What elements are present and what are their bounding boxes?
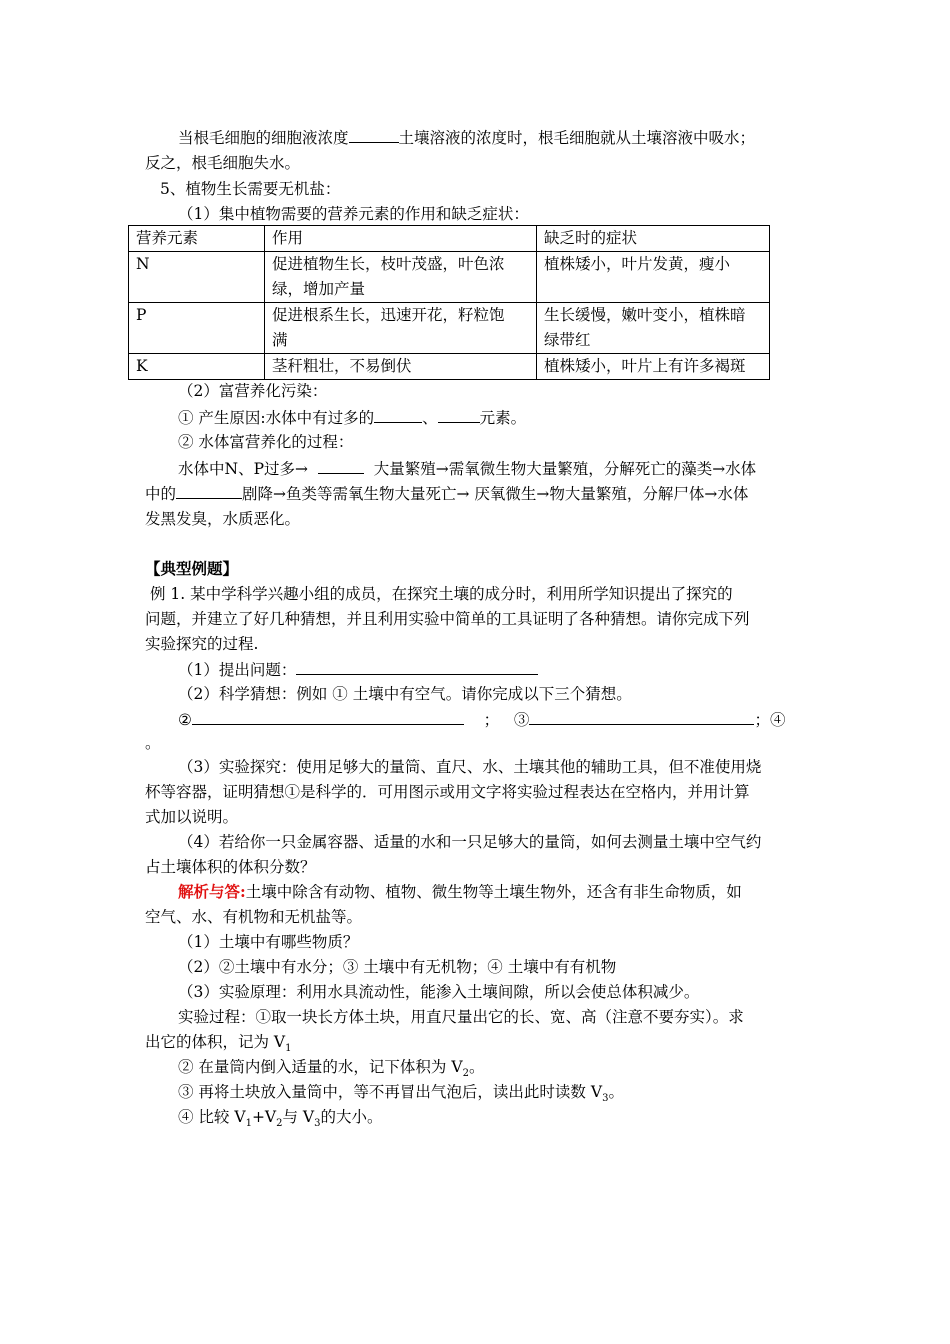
fill-blank	[374, 407, 422, 423]
effect-cell	[265, 303, 537, 354]
section-5-title: 5、植物生长需要无机盐：	[160, 180, 341, 198]
element-cell: N	[129, 252, 265, 303]
text: ③	[513, 711, 530, 729]
procedure-step-3	[178, 1082, 624, 1105]
question-2: （2）科学猜想：例如 ① 土壤中有空气。请你完成以下三个猜想。	[178, 685, 632, 703]
symptom-cell	[537, 252, 770, 303]
process-line-3: 发黑发臭，水质恶化。	[145, 510, 301, 528]
effect-cell	[265, 252, 537, 303]
answer-3: （3）实验原理：利用水具流动性，能渗入土壤间隙，所以会使总体积减少。	[178, 983, 700, 1001]
symptom-line: 绿带红	[544, 331, 591, 349]
question-3-line-1: （3）实验探究：使用足够大的量筒、直尺、水、土壤其他的辅助工具，但不准使用烧	[178, 758, 762, 776]
table-header-row	[129, 226, 770, 252]
symptom-cell	[537, 303, 770, 354]
fill-blank	[296, 659, 538, 675]
header-cell: 缺乏时的症状	[537, 226, 770, 252]
section-5-sub2: （2）富营养化污染：	[178, 382, 328, 400]
text: 水体中N、P过多→	[178, 460, 308, 478]
example-1-line-1: 例 1. 某中学科学兴趣小组的成员，在探究土壤的成分时，利用所学知识提出了探究的	[150, 585, 733, 603]
nutrient-table	[128, 225, 770, 380]
fill-blank	[176, 483, 242, 499]
fill-blank	[192, 709, 464, 725]
text: 的大小。	[320, 1108, 383, 1126]
symptom-line: 生长缓慢，嫩叶变小，植株暗	[544, 306, 746, 324]
text: ；④	[754, 711, 786, 729]
example-1-line-3: 实验探究的过程.	[145, 635, 259, 653]
effect-line: 绿，增加产量	[272, 280, 366, 298]
text: 土壤中除含有动物、植物、微生物等土壤生物外，还含有非生命物质，如	[245, 883, 742, 901]
question-2-end: 。	[145, 734, 161, 752]
text: ②	[178, 711, 192, 729]
text: ③ 再将土块放入量筒中，等不再冒出气泡后，读出此时读数 V	[178, 1083, 603, 1101]
text: 大量繁殖→需氧微生物大量繁殖，分解死亡的藻类→水体	[373, 460, 757, 478]
question-1	[178, 659, 538, 680]
question-3-line-2: 杯等容器，证明猜想①是科学的．可用图示或用文字将实验过程表达在空格内，并用计算	[145, 783, 750, 801]
fill-blank	[349, 127, 399, 143]
answer-1: （1）土壤中有哪些物质？	[178, 933, 359, 951]
effect-line: 促进植物生长，枝叶茂盛，叶色浓	[272, 255, 505, 273]
process-line-2	[145, 483, 748, 504]
question-3-line-3: 式加以说明。	[145, 808, 239, 826]
examples-heading: 【典型例题】	[145, 559, 239, 578]
example-1-line-2: 问题，并建立了好几种猜想，并且利用实验中简单的工具证明了各种猜想。请你完成下列	[145, 610, 750, 628]
procedure-line-1: 实验过程：①取一块长方体土块，用直尺量出它的长、宽、高（注意不要夯实）。求	[178, 1008, 744, 1026]
process-line-1	[178, 458, 756, 479]
text: ① 产生原因:水体中有过多的	[178, 409, 375, 427]
effect-line: 满	[272, 331, 288, 349]
answer-line-1	[178, 882, 742, 902]
subscript: 2	[276, 1118, 283, 1130]
subscript: 1	[285, 1043, 292, 1055]
effect-line: 促进根系生长，迅速开花，籽粒饱	[272, 306, 505, 324]
answer-line-2: 空气、水、有机物和无机盐等。	[145, 908, 363, 926]
text: （1）提出问题：	[178, 661, 297, 679]
procedure-step-2	[178, 1057, 485, 1080]
text: 。	[608, 1083, 624, 1101]
element-cell: K	[129, 354, 265, 380]
question-4-line-2: 占土壤体积的体积分数？	[145, 858, 316, 876]
osmosis-line-2: 反之，根毛细胞失水。	[145, 154, 301, 172]
fill-blank	[318, 458, 364, 474]
text: 元素。	[479, 409, 527, 427]
element-cell: P	[129, 303, 265, 354]
eutrophication-process-title: ② 水体富营养化的过程：	[178, 433, 354, 451]
text: 出它的体积，记为 V	[145, 1033, 286, 1051]
effect-cell: 茎秆粗壮，不易倒伏	[265, 354, 537, 380]
fill-blank	[438, 407, 480, 423]
table-row	[129, 303, 770, 354]
osmosis-line-1	[178, 127, 755, 148]
question-2-blanks	[178, 709, 785, 730]
text: +V	[251, 1108, 277, 1126]
text: ④ 比较 V	[178, 1108, 246, 1126]
text: 当根毛细胞的细胞液浓度	[178, 129, 349, 147]
procedure-line-2	[145, 1032, 292, 1055]
eutrophication-cause	[178, 407, 526, 428]
subscript: 1	[245, 1118, 252, 1130]
text: 剧降→鱼类等需氧生物大量死亡→ 厌氧微生→物大量繁殖，分解尸体→水体	[242, 485, 749, 503]
symptom-cell: 植株矮小，叶片上有许多褐斑	[537, 354, 770, 380]
header-cell: 营养元素	[129, 226, 265, 252]
text: 。	[468, 1058, 485, 1076]
text: ② 在量筒内倒入适量的水，记下体积为 V	[178, 1058, 463, 1076]
section-5-sub1: （1）集中植物需要的营养元素的作用和缺乏症状：	[178, 205, 529, 223]
text: 土壤溶液的浓度时，根毛细胞就从土壤溶液中吸水；	[398, 129, 756, 147]
answer-label: 解析与答:	[178, 882, 246, 901]
question-4-line-1: （4）若给你一只金属容器、适量的水和一只足够大的量筒，如何去测量土壤中空气约	[178, 833, 762, 851]
text: 中的	[145, 485, 177, 503]
header-cell: 作用	[265, 226, 537, 252]
text: 、	[422, 409, 438, 427]
table-row	[129, 354, 770, 380]
procedure-step-4	[178, 1107, 383, 1130]
symptom-line: 植株矮小，叶片发黄，瘦小	[544, 255, 731, 273]
subscript: 3	[314, 1118, 321, 1130]
fill-blank	[529, 709, 754, 725]
subscript: 2	[462, 1068, 469, 1080]
answer-2: （2）②土壤中有水分；③ 土壤中有无机物；④ 土壤中有有机物	[178, 958, 617, 976]
table-row	[129, 252, 770, 303]
text: ；	[483, 711, 500, 729]
text: 与 V	[282, 1108, 315, 1126]
subscript: 3	[602, 1093, 609, 1105]
